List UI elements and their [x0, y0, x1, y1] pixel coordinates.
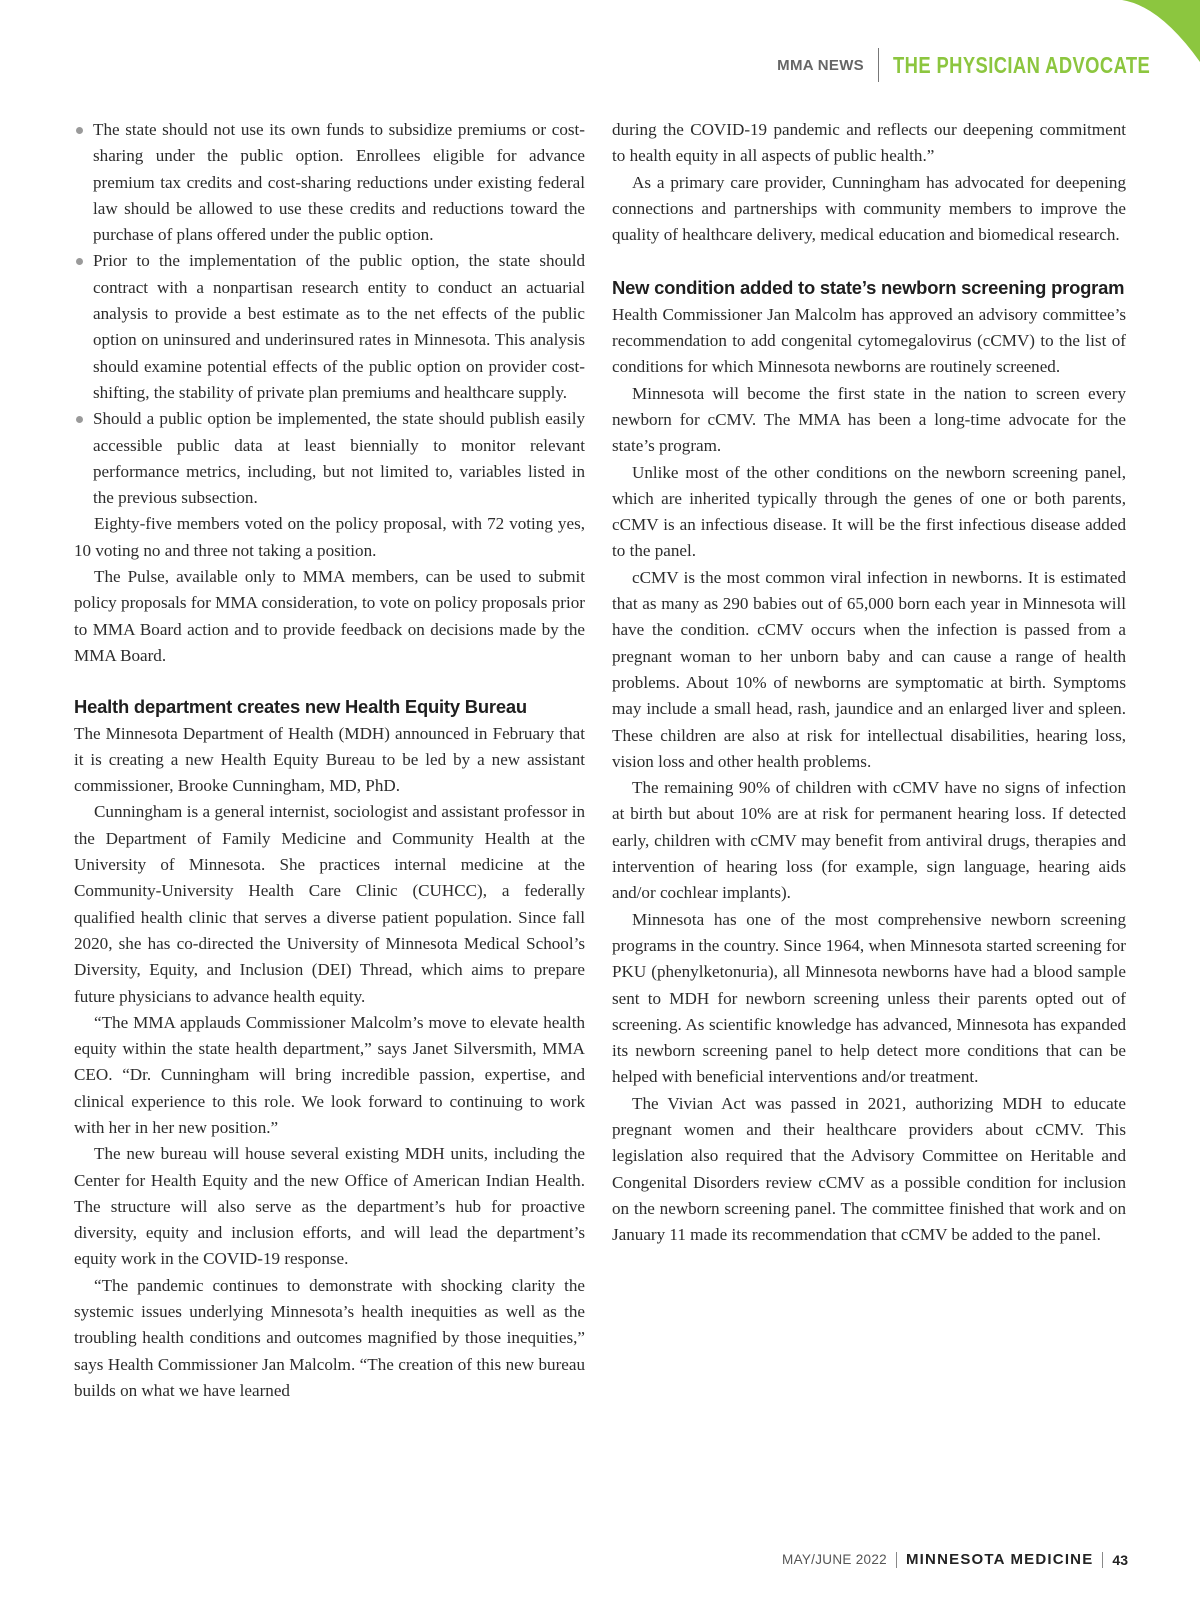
body-paragraph: The new bureau will house several existing MDH units, including the Center for Health Equity and the new Office of American Indian Health. The structure will also serve as the department’s hub for proactive diversity, equity and inclusion efforts, and will lead the department’s equity work in the COVID-19 response.	[74, 1144, 585, 1269]
page-footer	[782, 1551, 1128, 1568]
bullet-dot-icon	[76, 127, 83, 134]
policy-bullet-list	[74, 117, 585, 511]
body-paragraph: Cunningham is a general internist, sociologist and assistant professor in the Department of Family Medicine and Community Health at the University of Minnesota. She practices internal medicine at the Community-University Health Care Clinic (CUHCC), a federally qualified health clinic that serves a diverse patient population. Since fall 2020, she has co-directed the University of Minnesota Medical School’s Diversity, Equity, and Inclusion (DEI) Thread, which aims to prepare future physicians to advance health equity.	[74, 802, 585, 1006]
body-paragraph: “The pandemic continues to demonstrate with shocking clarity the systemic issues underlying Minnesota’s health inequities as well as the troubling health conditions and outcomes magnified by those inequities,” says Health Commissioner Jan Malcolm. “The creation of this new bureau builds on what we have learned	[74, 1275, 585, 1400]
body-paragraph: Minnesota will become the first state in the nation to screen every newborn for cCMV. The MMA has been a long-time advocate for the state’s program.	[612, 383, 1126, 456]
bullet-item	[74, 406, 585, 511]
bullet-text: The state should not use its own funds to subsidize premiums or cost-sharing under the public option. Enrollees eligible for advance premium tax credits and cost-sharing reductions under existing federal law should be allowed to use these credits and reductions toward the purchase of plans offered under the public option.	[93, 120, 585, 245]
left-column	[74, 117, 585, 1404]
magazine-title: MINNESOTA MEDICINE	[905, 1551, 1094, 1568]
article-heading: Health department creates new Health Equity Bureau	[74, 696, 527, 718]
bullet-item	[74, 248, 585, 406]
body-paragraph: The Minnesota Department of Health (MDH) announced in February that it is creating a new Health Equity Bureau to be led by a new assistant commissioner, Brooke Cunningham, MD, PhD.	[74, 723, 585, 796]
department-title: THE PHYSICIAN ADVOCATE	[893, 51, 1151, 78]
body-paragraph: Health Commissioner Jan Malcolm has approved an advisory committee’s recommendation to add congenital cytomegalovirus (cCMV) to the list of conditions for which Minnesota newborns are routinely screened.	[612, 304, 1126, 377]
body-paragraph: during the COVID-19 pandemic and reflects our deepening commitment to health equity in all aspects of public health.”	[612, 120, 1126, 166]
bullet-item	[74, 117, 585, 248]
body-paragraph: The remaining 90% of children with cCMV have no signs of infection at birth but about 10% are at risk for permanent hearing loss. If detected early, children with cCMV may benefit from antiviral drugs, therapies and intervention of hearing loss (for example, sign language, hearing aids and/or cochlear implants).	[612, 778, 1126, 903]
right-column	[612, 117, 1126, 1248]
bullet-text: Should a public option be implemented, the state should publish easily accessible public data at least biennially to monitor relevant performance metrics, including, but not limited to, variables listed in the previous subsection.	[93, 409, 585, 508]
article-heading: New condition added to state’s newborn screening program	[612, 277, 1125, 299]
page-number: 43	[1112, 1551, 1128, 1568]
body-paragraph: The Vivian Act was passed in 2021, authorizing MDH to educate pregnant women and their healthcare providers about cCMV. This legislation also required that the Advisory Committee on Heritable and Congenital Disorders review cCMV as a possible condition for inclusion on the newborn screening panel. The committee finished that work and on January 11 made its recommendation that cCMV be added to the panel.	[612, 1093, 1126, 1245]
bullet-dot-icon	[76, 416, 83, 423]
footer-divider	[1102, 1552, 1103, 1568]
header-divider	[878, 48, 879, 82]
body-paragraph: “The MMA applauds Commissioner Malcolm’s move to elevate health equity within the state health department,” says Janet Silversmith, MMA CEO. “Dr. Cunningham will bring incredible passion, expertise, and clinical experience to this role. We look forward to continuing to work with her in her new position.”	[74, 1012, 585, 1137]
body-paragraph: cCMV is the most common viral infection in newborns. It is estimated that as many as 290 babies out of 65,000 born each year in Minnesota will have the condition. cCMV occurs when the infection is passed from a pregnant woman to her unborn baby and can cause a range of health problems. About 10% of newborns are symptomatic at birth. Symptoms may include a small head, rash, jaundice and an enlarged liver and spleen. These children are also at risk for intellectual disabilities, hearing loss, vision loss and other health problems.	[612, 567, 1126, 771]
bullet-dot-icon	[76, 258, 83, 265]
bullet-text: Prior to the implementation of the public option, the state should contract with a nonpartisan research entity to conduct an actuarial analysis to provide a best estimate as to the net effects of the public option on uninsured and underinsured rates in Minnesota. This analysis should examine potential effects of the public option on provider cost-shifting, the stability of private plan premiums and healthcare supply.	[93, 251, 585, 402]
body-paragraph: As a primary care provider, Cunningham has advocated for deepening connections and partnerships with community members to improve the quality of healthcare delivery, medical education and biomedical research.	[612, 172, 1126, 245]
running-header	[777, 48, 1151, 82]
body-paragraph: Minnesota has one of the most comprehensive newborn screening programs in the country. Since 1964, when Minnesota started screening for PKU (phenylketonuria), all Minnesota newborns have had a blood sample sent to MDH for newborn screening unless their parents opted out of screening. As scientific knowledge has advanced, Minnesota has expanded its newborn screening panel to help detect more conditions that can be helped with beneficial interventions and/or treatment.	[612, 909, 1126, 1087]
body-paragraph: Unlike most of the other conditions on the newborn screening panel, which are inherited typically through the genes of one or both parents, cCMV is an infectious disease. It will be the first infectious disease added to the panel.	[612, 462, 1126, 561]
body-paragraph: The Pulse, available only to MMA members, can be used to submit policy proposals for MMA consideration, to vote on policy proposals prior to MMA Board action and to provide feedback on decisions made by the MMA Board.	[74, 567, 585, 665]
section-label: MMA NEWS	[777, 56, 864, 74]
issue-date: MAY/JUNE 2022	[782, 1552, 887, 1567]
footer-divider	[896, 1552, 897, 1568]
body-paragraph: Eighty-five members voted on the policy proposal, with 72 voting yes, 10 voting no and three not taking a position.	[74, 514, 585, 560]
